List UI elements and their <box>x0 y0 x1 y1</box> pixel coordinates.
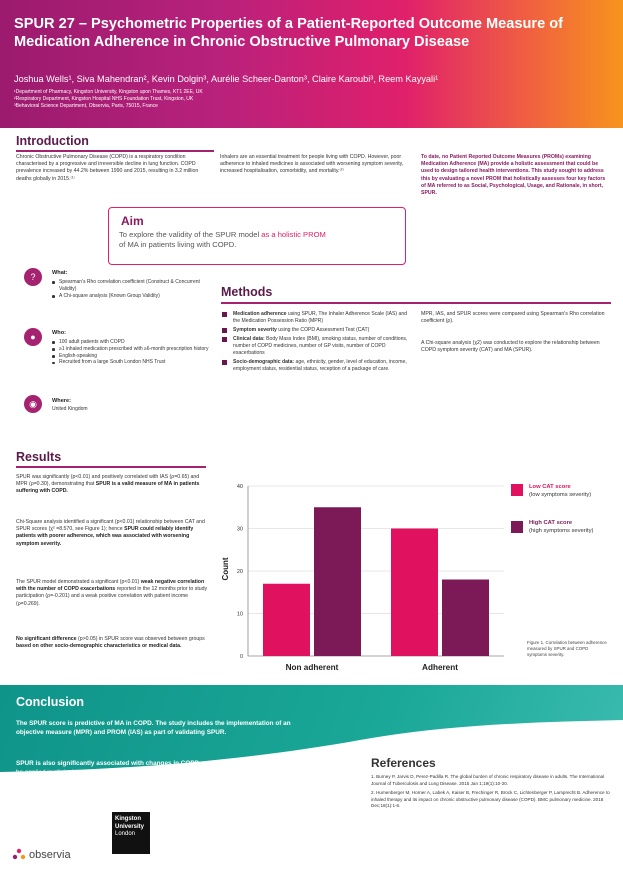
authors: Joshua Wells¹, Siva Mahendran², Kevin Dolgin³, Aurélie Scheer-Danton³, Claire Karoubi³, Reem Kayyali¹ <box>14 74 439 84</box>
chart-bars <box>263 507 489 656</box>
results-p1: SPUR was significantly (p<0.01) and positively correlated with IAS (ρ=0.65) and MPR (ρ=0.30), demonstrating that SPUR is a valid measure of MA in patients suffering with COPD. <box>16 474 200 495</box>
who-list <box>52 339 212 366</box>
location-pin-icon: ◉ <box>24 395 42 413</box>
chart-x-label-1: Adherent <box>422 663 458 672</box>
chart-x-label-0: Non adherent <box>285 663 339 672</box>
intro-col-1: Chronic Obstructive Pulmonary Disease (COPD) is a respiratory condition characterised by a progressive and irreversible decline in lung function. COPD prevalence increased by 44.2% between 1990 and 2015, resulting in 3.2 million deaths globally in 2015.⁽¹⁾ <box>16 154 199 182</box>
references-heading: References <box>371 756 436 770</box>
chart-y-label: Count <box>221 557 230 581</box>
poster-title: SPUR 27 – Psychometric Properties of a Patient-Reported Outcome Measure of Medication Adherence in Chronic Obstructive Pulmonary Disease <box>14 16 564 50</box>
where-label: Where: <box>52 398 71 404</box>
list-item: Socio-demographic data: age, ethnicity, gender, level of education, income, employment status, residential status, reception of a package of care. <box>222 359 408 373</box>
list-item: 1. Burney P, Jarvis D, Perez-Padilla R. The global burden of chronic respiratory disease in adults. The International Journal of Tuberculosis and Lung Disease. 2015 Jan 1;19(1):10-20. <box>371 774 605 786</box>
list-item: 100 adult patients with COPD <box>52 339 212 346</box>
results-p2: Chi-Square analysis identified a significant (p<0.01) relationship between CAT and SPUR scores (χ² =8.570, see Figure 1); hence SPUR could reliably identify patients with poorer adherence, which was associated with worsening symptom severity. <box>16 519 205 547</box>
legend-swatch-high <box>511 521 523 533</box>
methods-right-2: A Chi-square analysis (χ2) was conducted to explore the relationship between COPD symptom severity (CAT) and MA (SPUR). <box>421 340 600 354</box>
list-item: 2. Humenberger M, Horner A, Labek A, Kaiser B, Frechinger R, Brock C, Lichtenberger P, Lamprecht B. Adherence to inhaled therapy and its impact on chronic obstructive pulmonary disease (COPD). BMC pulmonary medicine. 2018 Dec;18(1):1-6. <box>371 790 610 809</box>
bar-chart <box>212 474 512 680</box>
aim-text-a: To explore the validity of the SPUR model <box>119 230 260 239</box>
where-value: United Kingdom <box>52 406 88 412</box>
affiliation-3: ³Behavioral Science Department, Observia, Paris, 75015, France <box>14 103 158 109</box>
people-icon: ● <box>24 328 42 346</box>
aim-heading: Aim <box>121 214 144 228</box>
list-item: English-speaking <box>52 353 212 360</box>
legend-high: High CAT score (high symptoms severity) <box>529 520 594 534</box>
affiliation-2: ²Respiratory Department, Kingston Hospital NHS Foundation Trust, Kingston, UK <box>14 96 194 102</box>
methods-heading: Methods <box>221 285 273 299</box>
affiliations <box>14 89 414 110</box>
chart-y-tick-2: 20 <box>236 569 243 575</box>
legend-low: Low CAT score (low symptoms severity) <box>529 484 592 498</box>
list-item: Symptom severity using the COPD Assessment Test (CAT) <box>222 327 408 334</box>
results-underline <box>16 466 206 468</box>
list-item: Clinical data: Body Mass Index (BMI), smoking status, number of conditions, number of COPD medicines, number of GP visits, number of COPD exacerbations <box>222 336 408 357</box>
conclusion-heading: Conclusion <box>16 695 85 709</box>
list-item: ≥1 inhaled medication prescribed with ≥6-month prescription history <box>52 346 212 353</box>
intro-col-3: To date, no Patient Reported Outcome Measures (PROMs) examining Medication Adherence (MA) provide a holistic assessment that could be used to design tailored health interventions. This study sought to address this by evaluating a novel PROM that holistically assesses four key factors of MA referred to as Social, Psychological, Usage, and Rationale, in short, SPUR. <box>421 154 606 197</box>
references-list <box>371 774 611 813</box>
legend-swatch-low <box>511 484 523 496</box>
affiliation-1: ¹Department of Pharmacy, Kingston University, Kingston upon Thames, KT1 2EE, UK <box>14 89 203 95</box>
who-label: Who: <box>52 330 66 336</box>
intro-col-2: Inhalers are an essential treatment for people living with COPD. However, poor adherence to inhaled medicines is associated with worsening symptom severity, increased hospitalisation, comorbidity, and mortality.⁽²⁾ <box>220 154 404 175</box>
bar-0-1 <box>314 507 361 656</box>
conclusion-p1: The SPUR score is predictive of MA in COPD. The study includes the implementation of an objective measure (MPR) and PROM (IAS) as part of validating SPUR. <box>16 720 291 736</box>
results-heading: Results <box>16 450 62 464</box>
introduction-underline <box>16 150 214 152</box>
aim-text-b: as a holistic PROM <box>259 230 326 239</box>
list-item: Medication adherence using SPUR, The Inhaler Adherence Scale (IAS) and the Medication Possession Ratio (MPR) <box>222 311 408 325</box>
results-p4: No significant difference (p>0.05) in SPUR score was observed between groups based on other socio-demographic characteristics or medical data. <box>16 636 205 650</box>
list-item: Spearman's Rho correlation coefficient (Construct & Concurrent Validity) <box>52 279 212 293</box>
methods-underline <box>221 302 611 304</box>
what-list <box>52 279 212 299</box>
introduction-heading: Introduction <box>16 134 89 148</box>
what-label: What: <box>52 270 68 276</box>
results-p3: The SPUR model demonstrated a significant (p<0.01) weak negative correlation with the number of COPD exacerbations reported in the 12 months prior to study participation (ρ=-0.201) and a weak positive correlation with patient income (ρ=0.269). <box>16 579 208 607</box>
figure-caption: Figure 1. Correlation between adherence measured by SPUR and COPD symptoms severity. <box>527 640 607 657</box>
methods-list <box>222 311 408 375</box>
chart-y-tick-3: 30 <box>236 526 243 533</box>
methods-right-1: MPR, IAS, and SPUR scores were compared using Spearman's Rho correlation coefficient (ρ). <box>421 311 605 325</box>
chart-y-tick-0: 0 <box>239 654 243 660</box>
bar-0-0 <box>263 584 310 656</box>
chart-y-tick-4: 40 <box>236 484 243 490</box>
aim-text <box>119 230 399 251</box>
conclusion-p2: SPUR is also significantly associated with changes in COPD symptom severity. This finding could be applied in clinical practice to prospectively address patient outcomes linked to poor MA. <box>16 760 309 776</box>
chart-y-tick-1: 10 <box>236 611 243 618</box>
list-item: A Chi-square analysis (Known Group Validity) <box>52 293 212 300</box>
observia-logo-icon <box>12 848 26 862</box>
kingston-logo: Kingston University London <box>112 812 150 854</box>
aim-text-c: of MA in patients living with COPD. <box>119 240 237 250</box>
bar-1-0 <box>391 529 438 657</box>
question-icon: ? <box>24 268 42 286</box>
bar-1-1 <box>442 580 489 657</box>
observia-logo: observia <box>29 849 71 861</box>
list-item: Recruited from a large South London NHS Trust <box>52 359 212 366</box>
